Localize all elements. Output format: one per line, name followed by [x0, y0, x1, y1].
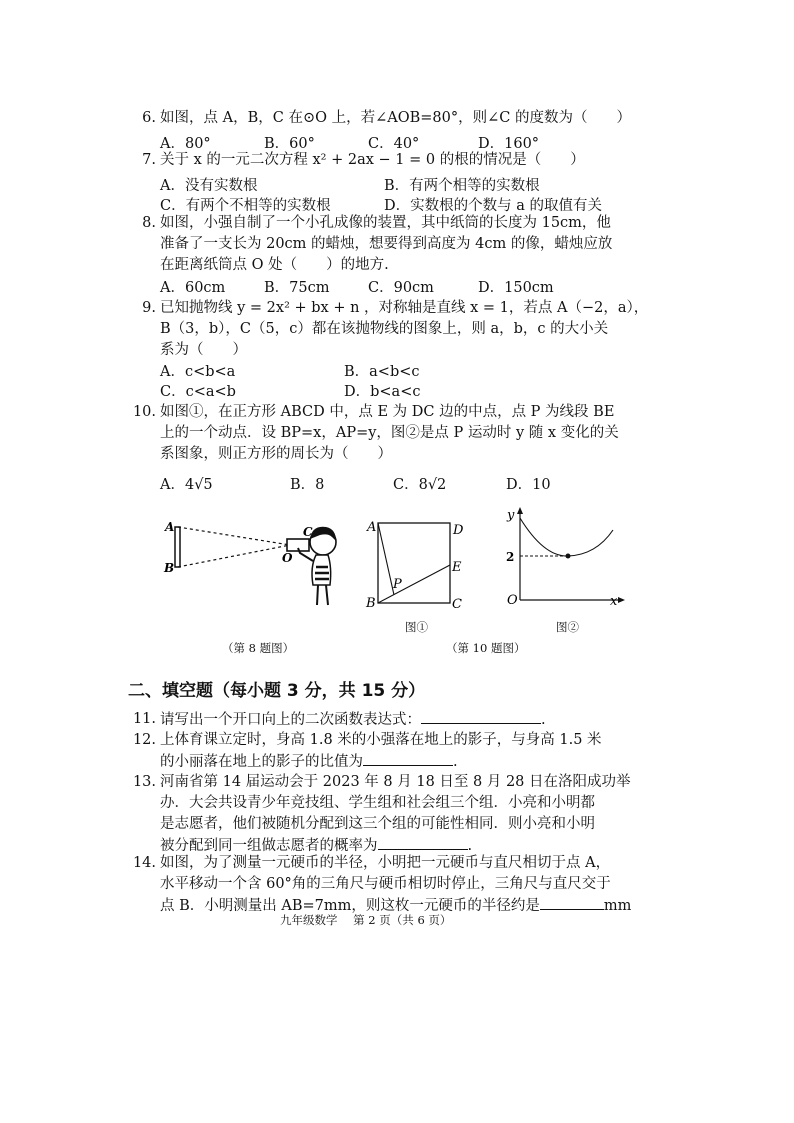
figure-10-graph: [498, 505, 628, 610]
option-a: A．没有实数根: [160, 178, 258, 194]
option-b: B．a<b<c: [344, 364, 420, 380]
option-d: D．150cm: [478, 280, 554, 296]
question-number: 12.: [132, 732, 156, 748]
square-abcd: [378, 523, 450, 603]
option-c: C．8√2: [393, 477, 447, 493]
question-12-text: 的小丽落在地上的影子的比值为: [160, 754, 363, 770]
question-14-text: 点 B．小明测量出 AB=7mm，则这枚一元硬币的半径约是: [160, 898, 540, 914]
question-12-line-2: [160, 751, 458, 772]
y-axis-arrow: [517, 507, 523, 514]
answer-blank[interactable]: [421, 709, 541, 724]
label-p: P: [393, 577, 402, 592]
question-text: [160, 709, 546, 731]
question-8-line-2: 准备了一支长为 20cm 的蜡烛，想要得到高度为 4cm 的像，蜡烛应放: [160, 236, 613, 252]
caption-q10-figure: （第 10 题图）: [446, 641, 526, 655]
question-text: 如图，点 A，B，C 在⊙O 上，若∠AOB=80°，则∠C 的度数为（ ）: [160, 110, 631, 126]
label-e: E: [452, 560, 462, 575]
option-b: B．有两个相等的实数根: [384, 178, 540, 194]
question-10-line-3: 系图象，则正方形的周长为（ ）: [160, 446, 392, 462]
question-9-line-2: B（3，b），C（5，c）都在该抛物线的图象上，则 a，b，c 的大小关: [160, 321, 609, 337]
question-13-line-2: 办．大会共设青少年竞技组、学生组和社会组三个组．小亮和小明都: [160, 795, 595, 811]
question-text: 关于 x 的一元二次方程 x² + 2ax − 1 = 0 的根的情况是（ ）: [160, 152, 585, 168]
question-8-line-1: 如图，小强自制了一个小孔成像的装置，其中纸筒的长度为 15cm，他: [160, 215, 611, 231]
option-c: C．40°: [368, 136, 420, 152]
answer-blank[interactable]: [378, 835, 468, 850]
question-9-line-1: 已知抛物线 y = 2x² + bx + n ，对称轴是直线 x = 1，若点 A（−2，a），: [160, 300, 649, 316]
ray-bottom: [178, 545, 290, 567]
option-b: B．60°: [264, 136, 315, 152]
question-8-line-3: 在距离纸筒点 O 处（ ）的地方.: [160, 257, 389, 273]
boy-leg-right: [326, 585, 328, 605]
footer-page: 第 2 页（共 6 页）: [353, 913, 452, 927]
caption-figure-1: 图①: [405, 620, 428, 634]
label-two: 2: [506, 550, 515, 564]
option-a: A．4√5: [160, 477, 213, 493]
option-a: A．60cm: [160, 280, 226, 296]
question-14-line-1: 如图，为了测量一元硬币的半径，小明把一元硬币与直尺相切于点 A，: [160, 855, 611, 871]
label-b: B: [366, 596, 376, 611]
label-d: D: [453, 523, 464, 538]
curve-y-of-x: [520, 518, 613, 556]
label-a: A: [367, 520, 377, 535]
label-o: O: [282, 551, 293, 565]
figure-q8-pinhole: [160, 515, 360, 615]
question-number: 8.: [142, 215, 156, 231]
answer-blank[interactable]: [540, 895, 604, 910]
option-d: D．10: [506, 477, 551, 493]
question-14-end: mm: [603, 898, 632, 914]
question-11-end: .: [541, 712, 546, 728]
page-footer: [280, 912, 451, 928]
label-origin: O: [507, 593, 518, 608]
option-c: C．90cm: [368, 280, 434, 296]
option-b: B．8: [290, 477, 325, 493]
option-b: B．75cm: [264, 280, 330, 296]
x-axis-arrow: [618, 597, 625, 603]
option-a: A．c<b<a: [160, 364, 236, 380]
question-number: 13.: [132, 774, 156, 790]
option-a: A．80°: [160, 136, 211, 152]
section-2-heading: 二、填空题（每小题 3 分，共 15 分）: [128, 681, 426, 701]
option-c: C．c<a<b: [160, 384, 236, 400]
caption-figure-2: 图②: [556, 620, 579, 634]
candle: [175, 527, 180, 567]
question-12-line-1: 上体育课立定时，身高 1.8 米的小强落在地上的影子，与身高 1.5 米: [160, 732, 602, 748]
label-x: x: [610, 594, 618, 609]
footer-subject: 九年级数学: [280, 913, 338, 927]
question-number: 6.: [142, 110, 156, 126]
label-c: C: [303, 525, 313, 539]
question-9-line-3: 系为（ ）: [160, 342, 247, 358]
boy-leg-left: [317, 585, 318, 605]
option-d: D．160°: [478, 136, 540, 152]
figure-10-square: [364, 515, 474, 615]
caption-q8-figure: （第 8 题图）: [222, 641, 295, 655]
question-number: 7.: [142, 152, 156, 168]
option-d: D．b<a<c: [344, 384, 421, 400]
boy-body: [312, 555, 331, 585]
option-c: C．有两个不相等的实数根: [160, 198, 331, 214]
option-d: D．实数根的个数与 a 的取值有关: [384, 198, 602, 214]
ray-top: [178, 527, 290, 545]
label-a: A: [165, 520, 175, 534]
question-number: 9.: [142, 300, 156, 316]
question-14-line-2: 水平移动一个含 60°角的三角尺与硬币相切时停止，三角尺与直尺交于: [160, 876, 611, 892]
label-c: C: [452, 597, 462, 612]
answer-blank[interactable]: [363, 751, 453, 766]
question-number: 14.: [132, 855, 156, 871]
question-10-line-2: 上的一个动点．设 BP=x，AP=y，图②是点 P 运动时 y 随 x 变化的关: [160, 425, 619, 441]
question-13-line-3: 是志愿者，他们被随机分配到这三个组的可能性相同．则小亮和小明: [160, 816, 595, 832]
question-12-end: .: [453, 754, 458, 770]
question-13-text: 被分配到同一组做志愿者的概率为: [160, 838, 378, 854]
question-10-line-1: 如图①，在正方形 ABCD 中，点 E 为 DC 边的中点，点 P 为线段 BE: [160, 404, 615, 420]
question-number: 10.: [132, 404, 156, 420]
segment-ap: [378, 523, 394, 595]
question-11-text: 请写出一个开口向上的二次函数表达式：: [160, 712, 421, 728]
question-13-line-1: 河南省第 14 届运动会于 2023 年 8 月 18 日至 8 月 28 日在洛阳成功举: [160, 774, 631, 790]
label-b: B: [164, 561, 175, 575]
label-y: y: [507, 508, 515, 523]
question-number: 11.: [132, 711, 156, 727]
min-point: [566, 554, 571, 559]
question-13-end: .: [467, 838, 473, 854]
